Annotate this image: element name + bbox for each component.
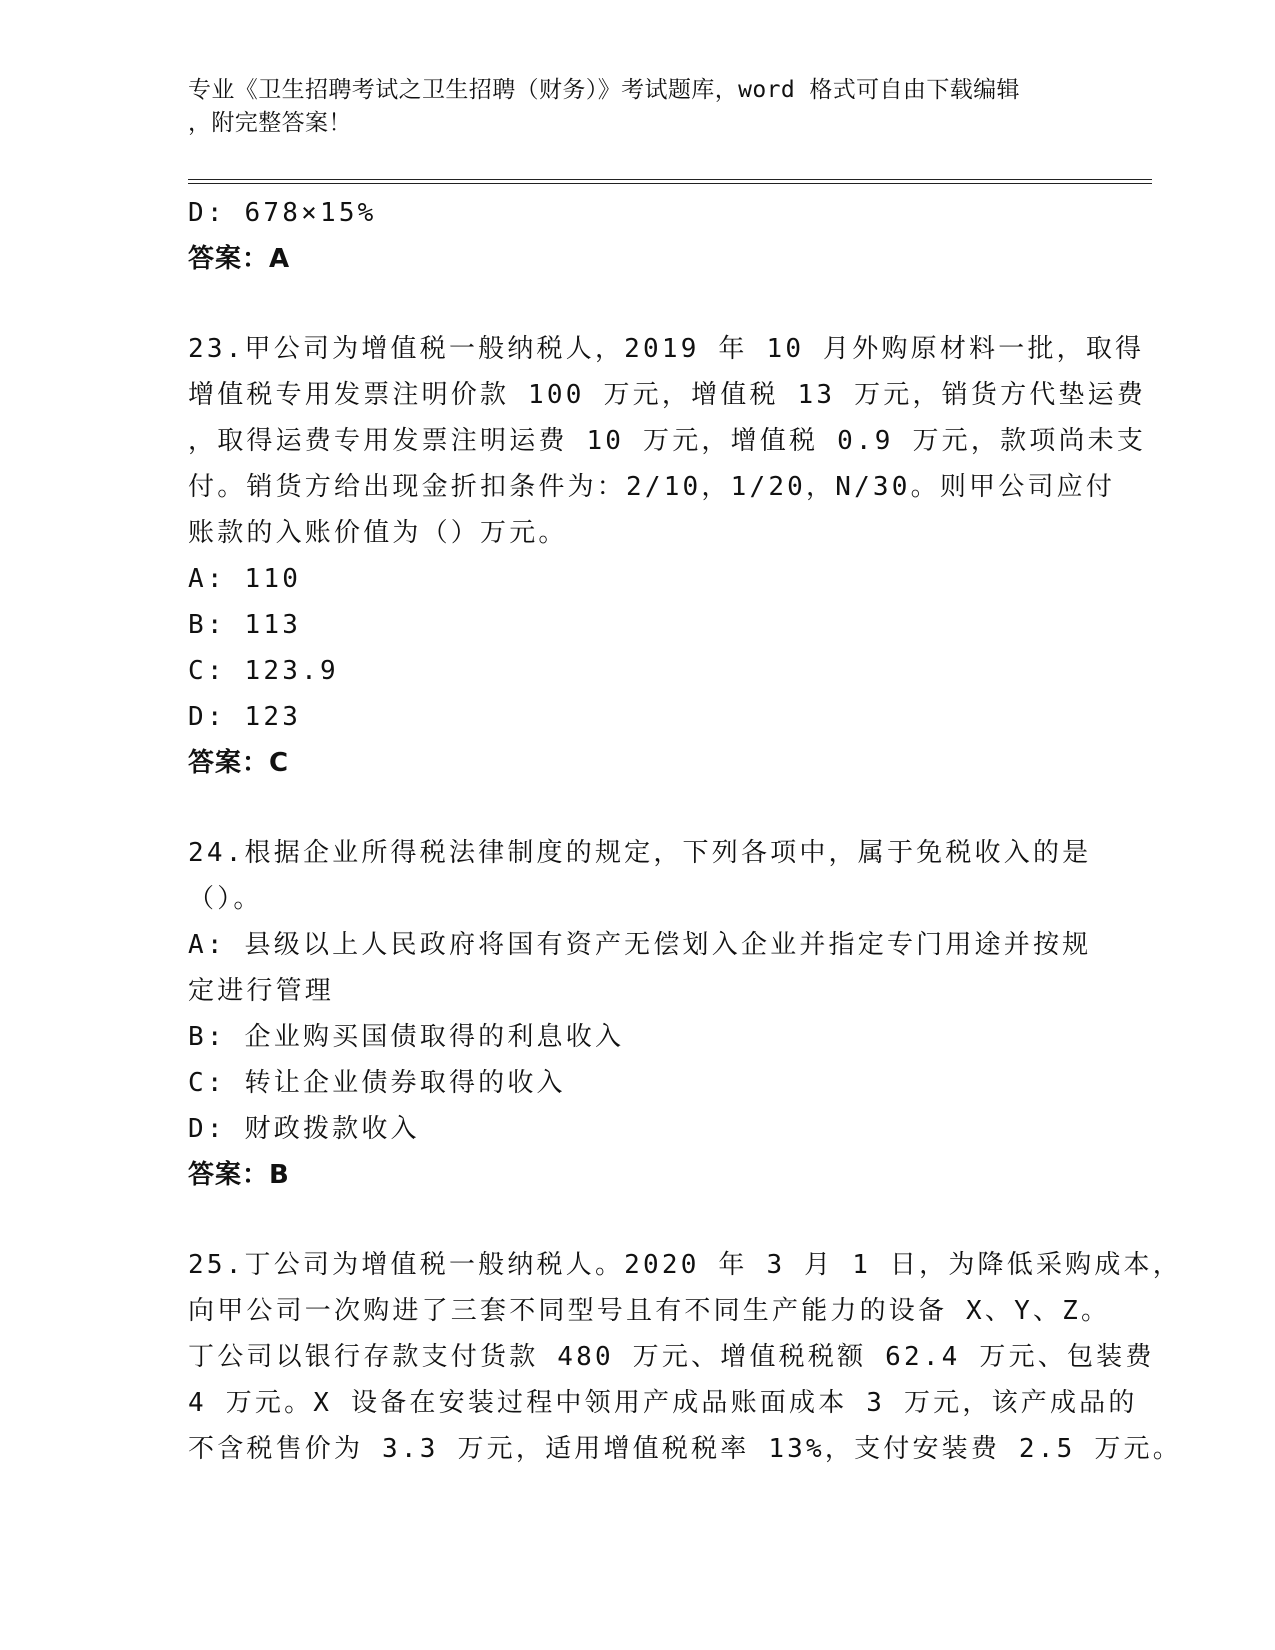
option-b: B: 113 (188, 610, 302, 640)
answer-line: 答案：C (188, 748, 290, 778)
question-23 (188, 326, 1147, 786)
spacer (188, 1198, 1088, 1242)
question-24-text-line: （）。 (188, 884, 263, 914)
option-d: D: 678×15% (188, 198, 377, 228)
document-header (188, 74, 1088, 140)
answer-line: 答案：A (188, 244, 291, 274)
question-25 (188, 1242, 1182, 1472)
header-line-2: ，附完整答案！ (188, 110, 352, 136)
option-a: A: 110 (188, 564, 302, 594)
question-23-text-line: 付。销货方给出现金折扣条件为：2/10，1/20，N/30。则甲公司应付 (188, 472, 1116, 502)
question-25-text-line: 向甲公司一次购进了三套不同型号且有不同生产能力的设备 X、Y、Z。 (188, 1296, 1111, 1326)
header-divider (188, 179, 1152, 185)
question-22-tail (188, 190, 1088, 282)
option-c: C: 123.9 (188, 656, 339, 686)
question-25-text-line: 4 万元。X 设备在安装过程中领用产成品账面成本 3 万元，该产成品的 (188, 1388, 1138, 1418)
option-d: D: 123 (188, 702, 302, 732)
question-24 (188, 830, 1092, 1198)
spacer (188, 786, 1088, 830)
option-a-continued: 定进行管理 (188, 976, 335, 1006)
question-23-text-line: 账款的入账价值为（）万元。 (188, 518, 568, 548)
option-d: D: 财政拨款收入 (188, 1114, 420, 1144)
option-b: B: 企业购买国债取得的利息收入 (188, 1022, 625, 1052)
option-c: C: 转让企业债券取得的收入 (188, 1068, 566, 1098)
question-25-text-line: 不含税售价为 3.3 万元，适用增值税税率 13%，支付安装费 2.5 万元。 (188, 1434, 1182, 1464)
question-23-text-line: ，取得运费专用发票注明运费 10 万元，增值税 0.9 万元，款项尚未支 (188, 426, 1147, 456)
document-body (188, 190, 1182, 1472)
question-23-text-line: 增值税专用发票注明价款 100 万元，增值税 13 万元，销货方代垫运费 (188, 380, 1147, 410)
spacer (188, 282, 1088, 326)
question-23-text-line: 23.甲公司为增值税一般纳税人，2019 年 10 月外购原材料一批，取得 (188, 334, 1145, 364)
header-line-1: 专业《卫生招聘考试之卫生招聘（财务）》考试题库，word 格式可自由下载编辑 (188, 77, 1020, 103)
question-25-text-line: 丁公司以银行存款支付货款 480 万元、增值税税额 62.4 万元、包装费 (188, 1342, 1155, 1372)
question-25-text-line: 25.丁公司为增值税一般纳税人。2020 年 3 月 1 日，为降低采购成本， (188, 1250, 1182, 1280)
answer-line: 答案：B (188, 1160, 290, 1190)
option-a: A: 县级以上人民政府将国有资产无偿划入企业并指定专门用途并按规 (188, 930, 1092, 960)
question-24-text-line: 24.根据企业所得税法律制度的规定，下列各项中，属于免税收入的是 (188, 838, 1092, 868)
